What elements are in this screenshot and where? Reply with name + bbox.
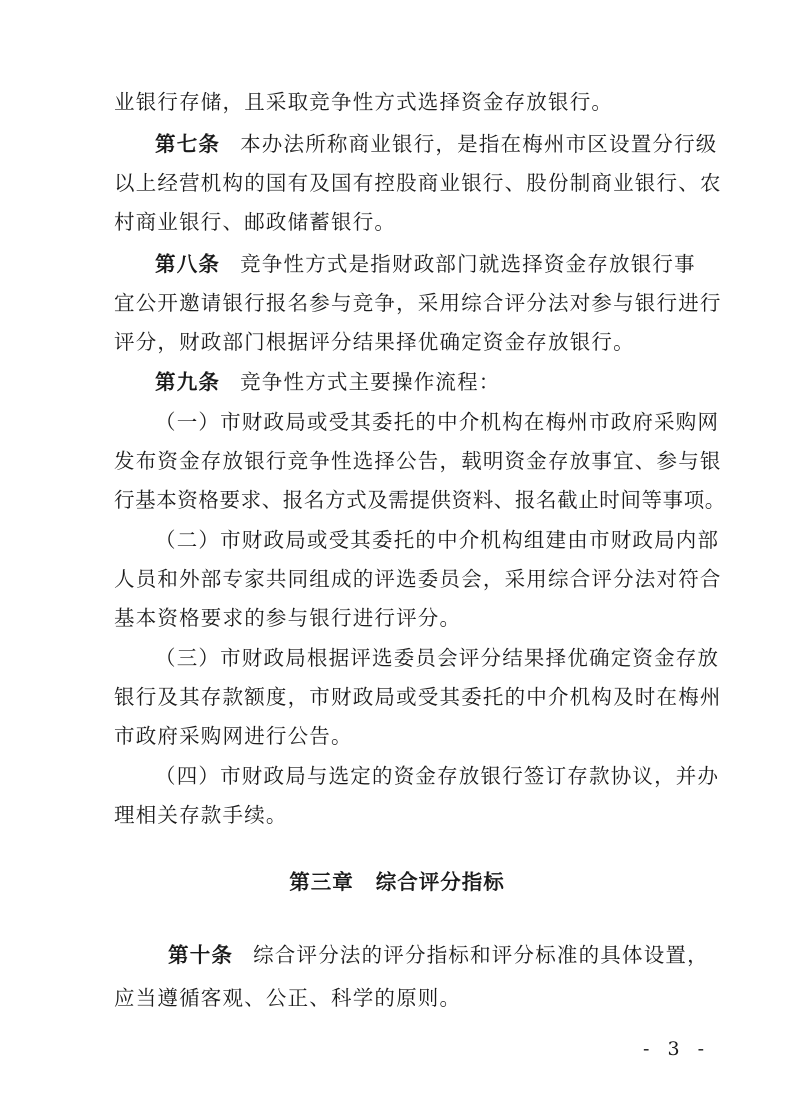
body-text-line: 业银行存储，且采取竞争性方式选择资金存放银行。 [114,90,614,114]
article-10-line [168,942,709,968]
article-8-heading: 第八条 [155,252,221,276]
article-7-line [155,131,718,157]
body-text-line: 基本资格要求的参与银行进行评分。 [114,606,462,630]
chapter-number: 第三章 [289,870,354,894]
article-9-heading: 第九条 [155,370,221,394]
page-number: - 3 - [642,1038,710,1060]
body-text: 综合评分法的评分指标和评分标准的具体设置， [253,943,709,967]
body-text: 本办法所称商业银行，是指在梅州市区设置分行级 [240,132,718,156]
body-text: 竞争性方式是指财政部门就选择资金存放银行事 [240,252,696,276]
body-text-line: 宜公开邀请银行报名参与竞争，采用综合评分法对参与银行进行 [114,291,722,315]
body-text-line: 应当遵循客观、公正、科学的原则。 [114,986,462,1010]
body-text-line: 以上经营机构的国有及国有控股商业银行、股份制商业银行、农 [114,171,722,195]
body-text-line: 银行及其存款额度，市财政局或受其委托的中介机构及时在梅州 [114,685,722,709]
body-text-line: 人员和外部专家共同组成的评选委员会，采用综合评分法对符合 [114,567,722,591]
body-text-line: 发布资金存放银行竞争性选择公告，载明资金存放事宜、参与银 [114,449,722,473]
body-text-line: （三）市财政局根据评选委员会评分结果择优确定资金存放 [155,646,720,670]
article-7-heading: 第七条 [155,132,221,156]
article-8-line [155,251,696,277]
article-10-heading: 第十条 [168,943,234,967]
body-text-line: 理相关存款手续。 [114,803,288,827]
body-text-line: （二）市财政局或受其委托的中介机构组建由市财政局内部 [155,528,720,552]
body-text-line: 市政府采购网进行公告。 [114,724,353,748]
article-9-line [155,369,501,395]
body-text-line: （四）市财政局与选定的资金存放银行签订存款协议，并办 [155,764,720,788]
chapter-heading [0,869,794,895]
body-text-line: 村商业银行、邮政储蓄银行。 [114,210,397,234]
body-text-line: 评分，财政部门根据评分结果择优确定资金存放银行。 [114,330,635,354]
body-text-line: （一）市财政局或受其委托的中介机构在梅州市政府采购网 [155,410,720,434]
body-text-line: 行基本资格要求、报名方式及需提供资料、报名截止时间等事项。 [114,488,726,512]
body-text: 竞争性方式主要操作流程： [240,370,501,394]
chapter-title: 综合评分指标 [375,870,505,894]
